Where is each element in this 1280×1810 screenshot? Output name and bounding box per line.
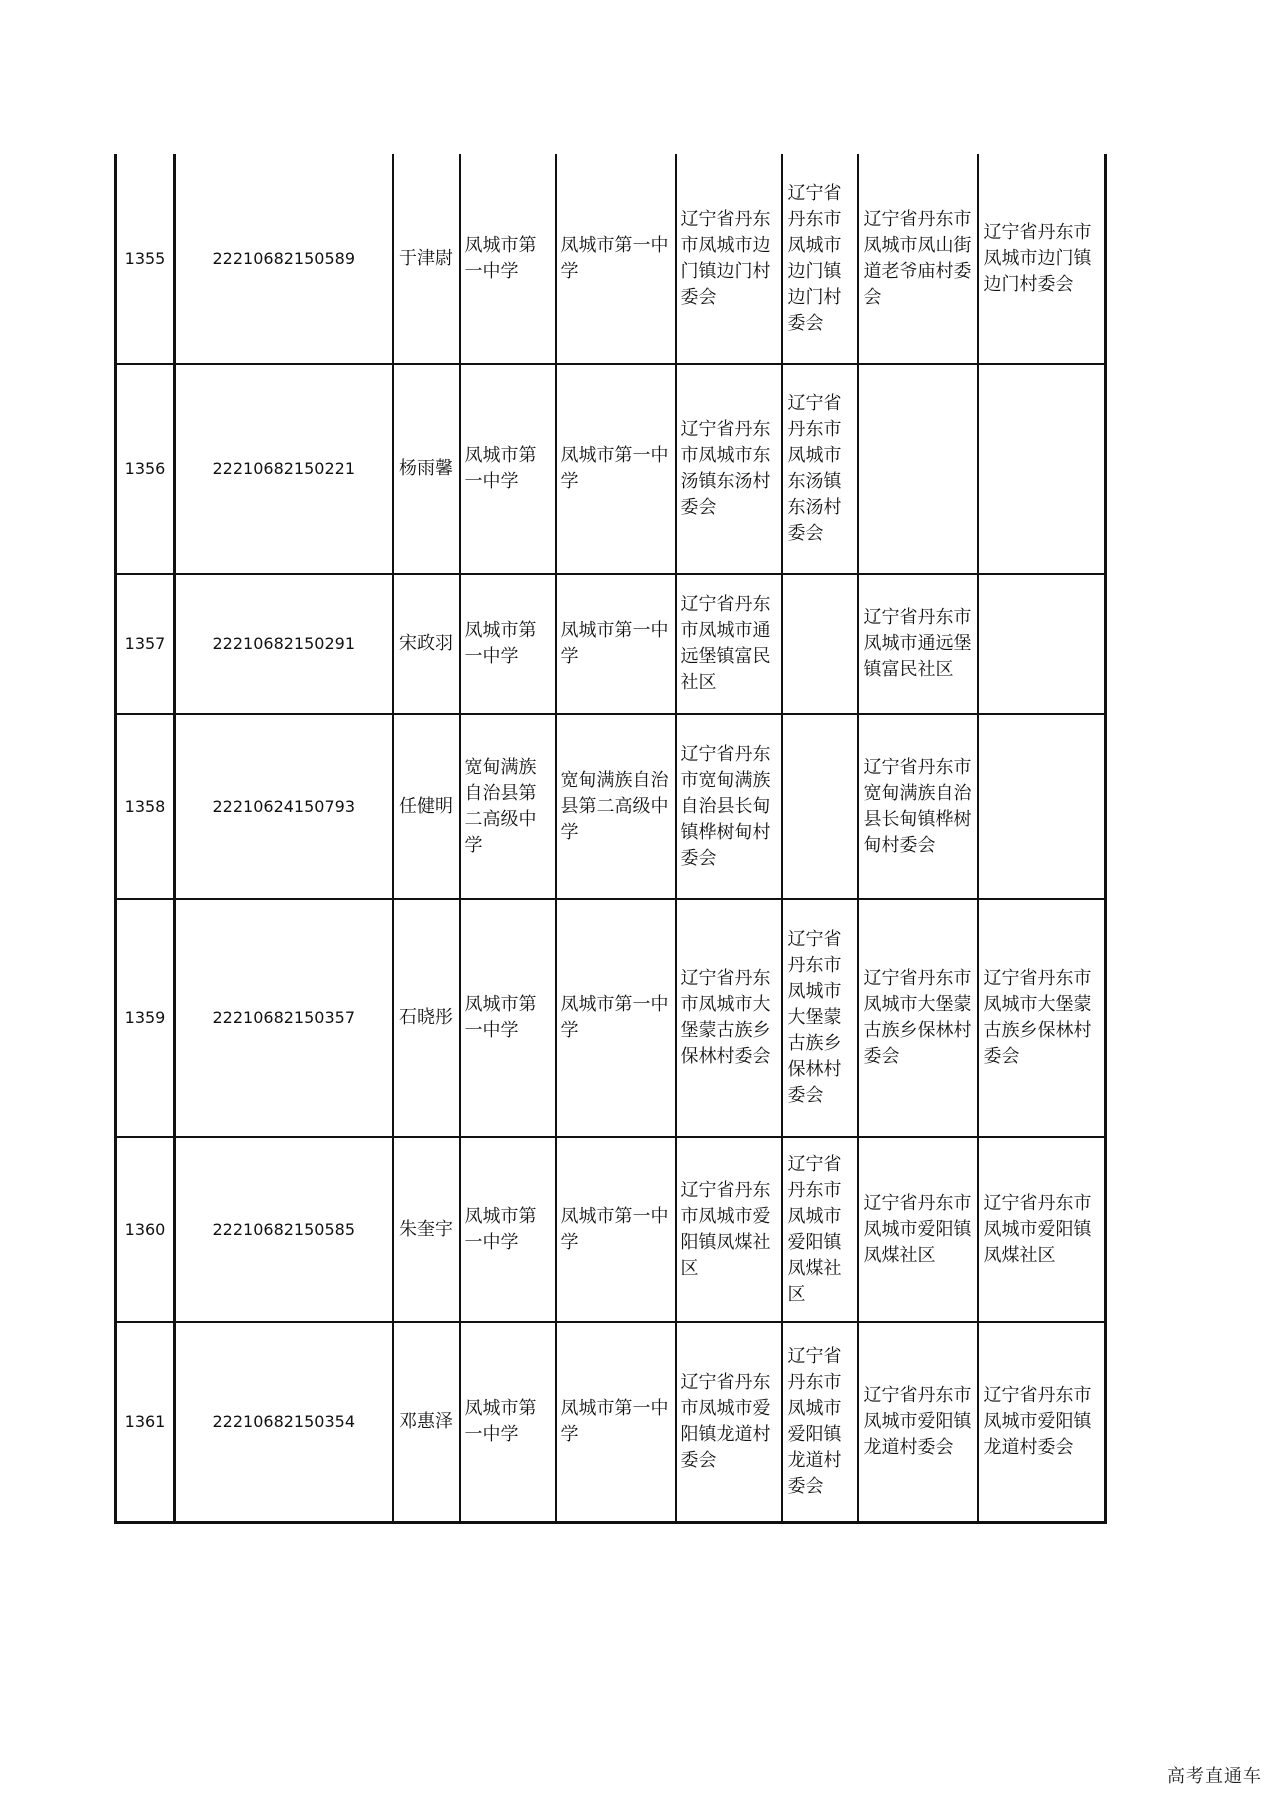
student-name: 宋政羽 (393, 574, 460, 714)
residence-village-1: 辽宁省丹东市凤城市边门镇边门村委会 (782, 154, 858, 364)
residence-village-3: 辽宁省丹东市凤城市大堡蒙古族乡保林村委会 (978, 899, 1106, 1137)
residence-village-1 (782, 574, 858, 714)
table-row (116, 1137, 1106, 1322)
exam-id: 22210682150589 (175, 154, 393, 364)
residence-village-3 (978, 574, 1106, 714)
exam-id: 22210682150354 (175, 1322, 393, 1522)
residence-village-3: 辽宁省丹东市凤城市爱阳镇凤煤社区 (978, 1137, 1106, 1322)
exam-id: 22210682150585 (175, 1137, 393, 1322)
graduating-school: 宽甸满族自治县第二高级中学 (556, 714, 676, 899)
residence-village-1: 辽宁省丹东市凤城市爱阳镇龙道村委会 (782, 1322, 858, 1522)
school-name: 凤城市第一中学 (460, 154, 556, 364)
student-name: 石晓彤 (393, 899, 460, 1137)
residence-village-3: 辽宁省丹东市凤城市边门镇边门村委会 (978, 154, 1106, 364)
exam-id: 22210624150793 (175, 714, 393, 899)
student-name: 邓惠泽 (393, 1322, 460, 1522)
table-row (116, 899, 1106, 1137)
school-name: 宽甸满族自治县第二高级中学 (460, 714, 556, 899)
graduating-school: 凤城市第一中学 (556, 574, 676, 714)
row-number: 1361 (116, 1322, 175, 1522)
school-name: 凤城市第一中学 (460, 364, 556, 574)
household-village: 辽宁省丹东市宽甸满族自治县长甸镇桦树甸村委会 (676, 714, 782, 899)
watermark-text: 高考直通车 (1167, 1766, 1262, 1787)
graduating-school: 凤城市第一中学 (556, 1322, 676, 1522)
row-number: 1358 (116, 714, 175, 899)
household-village: 辽宁省丹东市凤城市通远堡镇富民社区 (676, 574, 782, 714)
row-number: 1356 (116, 364, 175, 574)
graduating-school: 凤城市第一中学 (556, 899, 676, 1137)
residence-village-2: 辽宁省丹东市凤城市凤山街道老爷庙村委会 (858, 154, 978, 364)
household-village: 辽宁省丹东市凤城市爱阳镇凤煤社区 (676, 1137, 782, 1322)
exam-id: 22210682150221 (175, 364, 393, 574)
table-row (116, 574, 1106, 714)
residence-village-2: 辽宁省丹东市凤城市爱阳镇龙道村委会 (858, 1322, 978, 1522)
student-name: 于津尉 (393, 154, 460, 364)
household-village: 辽宁省丹东市凤城市大堡蒙古族乡保林村委会 (676, 899, 782, 1137)
row-number: 1359 (116, 899, 175, 1137)
row-number: 1360 (116, 1137, 175, 1322)
residence-village-3 (978, 364, 1106, 574)
table-row (116, 714, 1106, 899)
row-number: 1355 (116, 154, 175, 364)
residence-village-3 (978, 714, 1106, 899)
exam-id: 22210682150357 (175, 899, 393, 1137)
residence-village-1 (782, 714, 858, 899)
table-row (116, 364, 1106, 574)
graduating-school: 凤城市第一中学 (556, 154, 676, 364)
household-village: 辽宁省丹东市凤城市东汤镇东汤村委会 (676, 364, 782, 574)
residence-village-1: 辽宁省丹东市凤城市东汤镇东汤村委会 (782, 364, 858, 574)
student-name: 任健明 (393, 714, 460, 899)
graduating-school: 凤城市第一中学 (556, 1137, 676, 1322)
residence-village-2: 辽宁省丹东市凤城市爱阳镇凤煤社区 (858, 1137, 978, 1322)
household-village: 辽宁省丹东市凤城市爱阳镇龙道村委会 (676, 1322, 782, 1522)
student-name: 杨雨馨 (393, 364, 460, 574)
graduating-school: 凤城市第一中学 (556, 364, 676, 574)
school-name: 凤城市第一中学 (460, 1137, 556, 1322)
residence-village-1: 辽宁省丹东市凤城市爱阳镇凤煤社区 (782, 1137, 858, 1322)
residence-village-2: 辽宁省丹东市宽甸满族自治县长甸镇桦树甸村委会 (858, 714, 978, 899)
residence-village-2: 辽宁省丹东市凤城市通远堡镇富民社区 (858, 574, 978, 714)
school-name: 凤城市第一中学 (460, 899, 556, 1137)
table-row (116, 1322, 1106, 1522)
residence-village-3: 辽宁省丹东市凤城市爱阳镇龙道村委会 (978, 1322, 1106, 1522)
household-village: 辽宁省丹东市凤城市边门镇边门村委会 (676, 154, 782, 364)
residence-village-1: 辽宁省丹东市凤城市大堡蒙古族乡保林村委会 (782, 899, 858, 1137)
row-number: 1357 (116, 574, 175, 714)
residence-village-2 (858, 364, 978, 574)
table-row (116, 154, 1106, 364)
school-name: 凤城市第一中学 (460, 1322, 556, 1522)
student-name: 朱奎宇 (393, 1137, 460, 1322)
residence-village-2: 辽宁省丹东市凤城市大堡蒙古族乡保林村委会 (858, 899, 978, 1137)
exam-id: 22210682150291 (175, 574, 393, 714)
student-roster-table (114, 154, 1107, 1524)
school-name: 凤城市第一中学 (460, 574, 556, 714)
